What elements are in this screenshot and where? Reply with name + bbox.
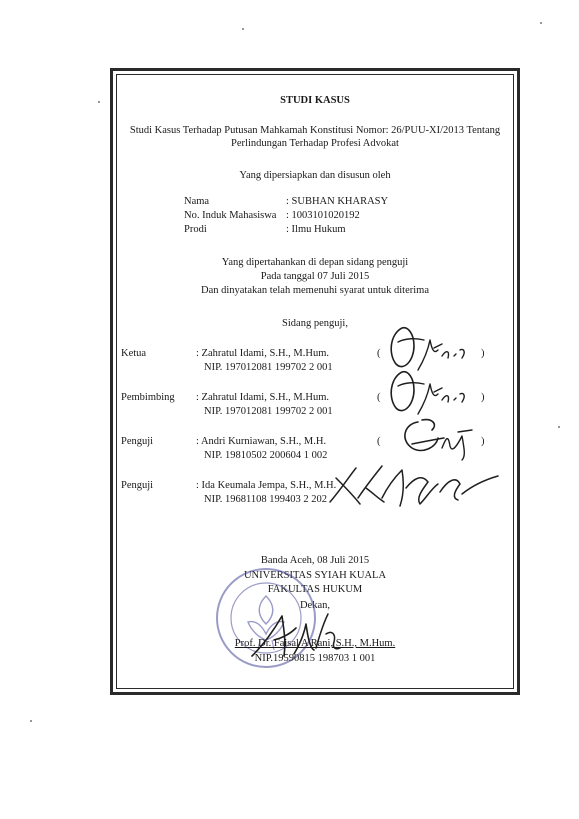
scan-speck <box>98 101 100 103</box>
faculty-name: FAKULTAS HUKUM <box>267 584 363 595</box>
dean-name-text: Prof. Dr. Faisal A Rani, S.H., M.Hum. <box>234 638 396 649</box>
scan-speck <box>242 28 244 30</box>
examiner-nip: NIP. 197012081 199702 2 001 <box>204 406 333 417</box>
paren-close: ) <box>481 348 485 359</box>
examiner-name: : Zahratul Idami, S.H., M.Hum. <box>196 392 329 403</box>
examiner-nip: NIP. 197012081 199702 2 001 <box>204 362 333 373</box>
examiner-role: Penguji <box>121 480 154 491</box>
defense-line-2: Pada tanggal 07 Juli 2015 <box>260 271 370 282</box>
examiner-nip: NIP. 19810502 200604 1 002 <box>204 450 328 461</box>
prepared-by-text: Yang dipersiapkan dan disusun oleh <box>239 170 391 181</box>
university-name: UNIVERSITAS SYIAH KUALA <box>243 570 387 581</box>
dean-nip: NIP.19590815 198703 1 001 <box>254 653 376 664</box>
place-date: Banda Aceh, 08 Juli 2015 <box>260 555 370 566</box>
examiner-role: Pembimbing <box>121 392 175 403</box>
examiner-name: : Andri Kurniawan, S.H., M.H. <box>196 436 327 447</box>
thesis-title-line2: Perlindungan Terhadap Profesi Advokat <box>231 138 399 149</box>
dean-name <box>116 637 514 650</box>
scan-speck <box>30 720 32 722</box>
student-name-value: : SUBHAN KHARASY <box>286 196 389 207</box>
paren-open: ( <box>377 348 381 359</box>
defense-line-1: Yang dipertahankan di depan sidang penguji <box>221 257 409 268</box>
examiner-name: : Ida Keumala Jempa, S.H., M.H. <box>196 480 337 491</box>
student-nim-label: No. Induk Mahasiswa <box>184 210 277 221</box>
examiner-role: Penguji <box>121 436 154 447</box>
scan-speck <box>558 426 560 428</box>
committee-heading: Sidang penguji, <box>282 318 348 329</box>
document-title: STUDI KASUS <box>280 95 350 106</box>
examiner-nip: NIP. 19681108 199403 2 202 <box>204 494 327 505</box>
paren-open: ( <box>377 392 381 403</box>
paren-close: ) <box>481 436 485 447</box>
examiner-name: : Zahratul Idami, S.H., M.Hum. <box>196 348 329 359</box>
signature-penguji-2 <box>322 458 502 523</box>
examiner-role: Ketua <box>121 348 147 359</box>
student-name-label: Nama <box>184 196 210 207</box>
scan-speck <box>540 22 542 24</box>
paren-close: ) <box>481 392 485 403</box>
paren-open: ( <box>377 436 381 447</box>
dean-position: Dekan, <box>299 600 330 611</box>
student-prodi-label: Prodi <box>184 224 207 235</box>
thesis-title-line1: Studi Kasus Terhadap Putusan Mahkamah Konstitusi Nomor: 26/PUU-XI/2013 Tentang <box>129 125 501 136</box>
student-prodi-value: : Ilmu Hukum <box>286 224 346 235</box>
defense-line-3: Dan dinyatakan telah memenuhi syarat untuk diterima <box>200 285 429 296</box>
student-nim-value: : 1003101020192 <box>286 210 360 221</box>
